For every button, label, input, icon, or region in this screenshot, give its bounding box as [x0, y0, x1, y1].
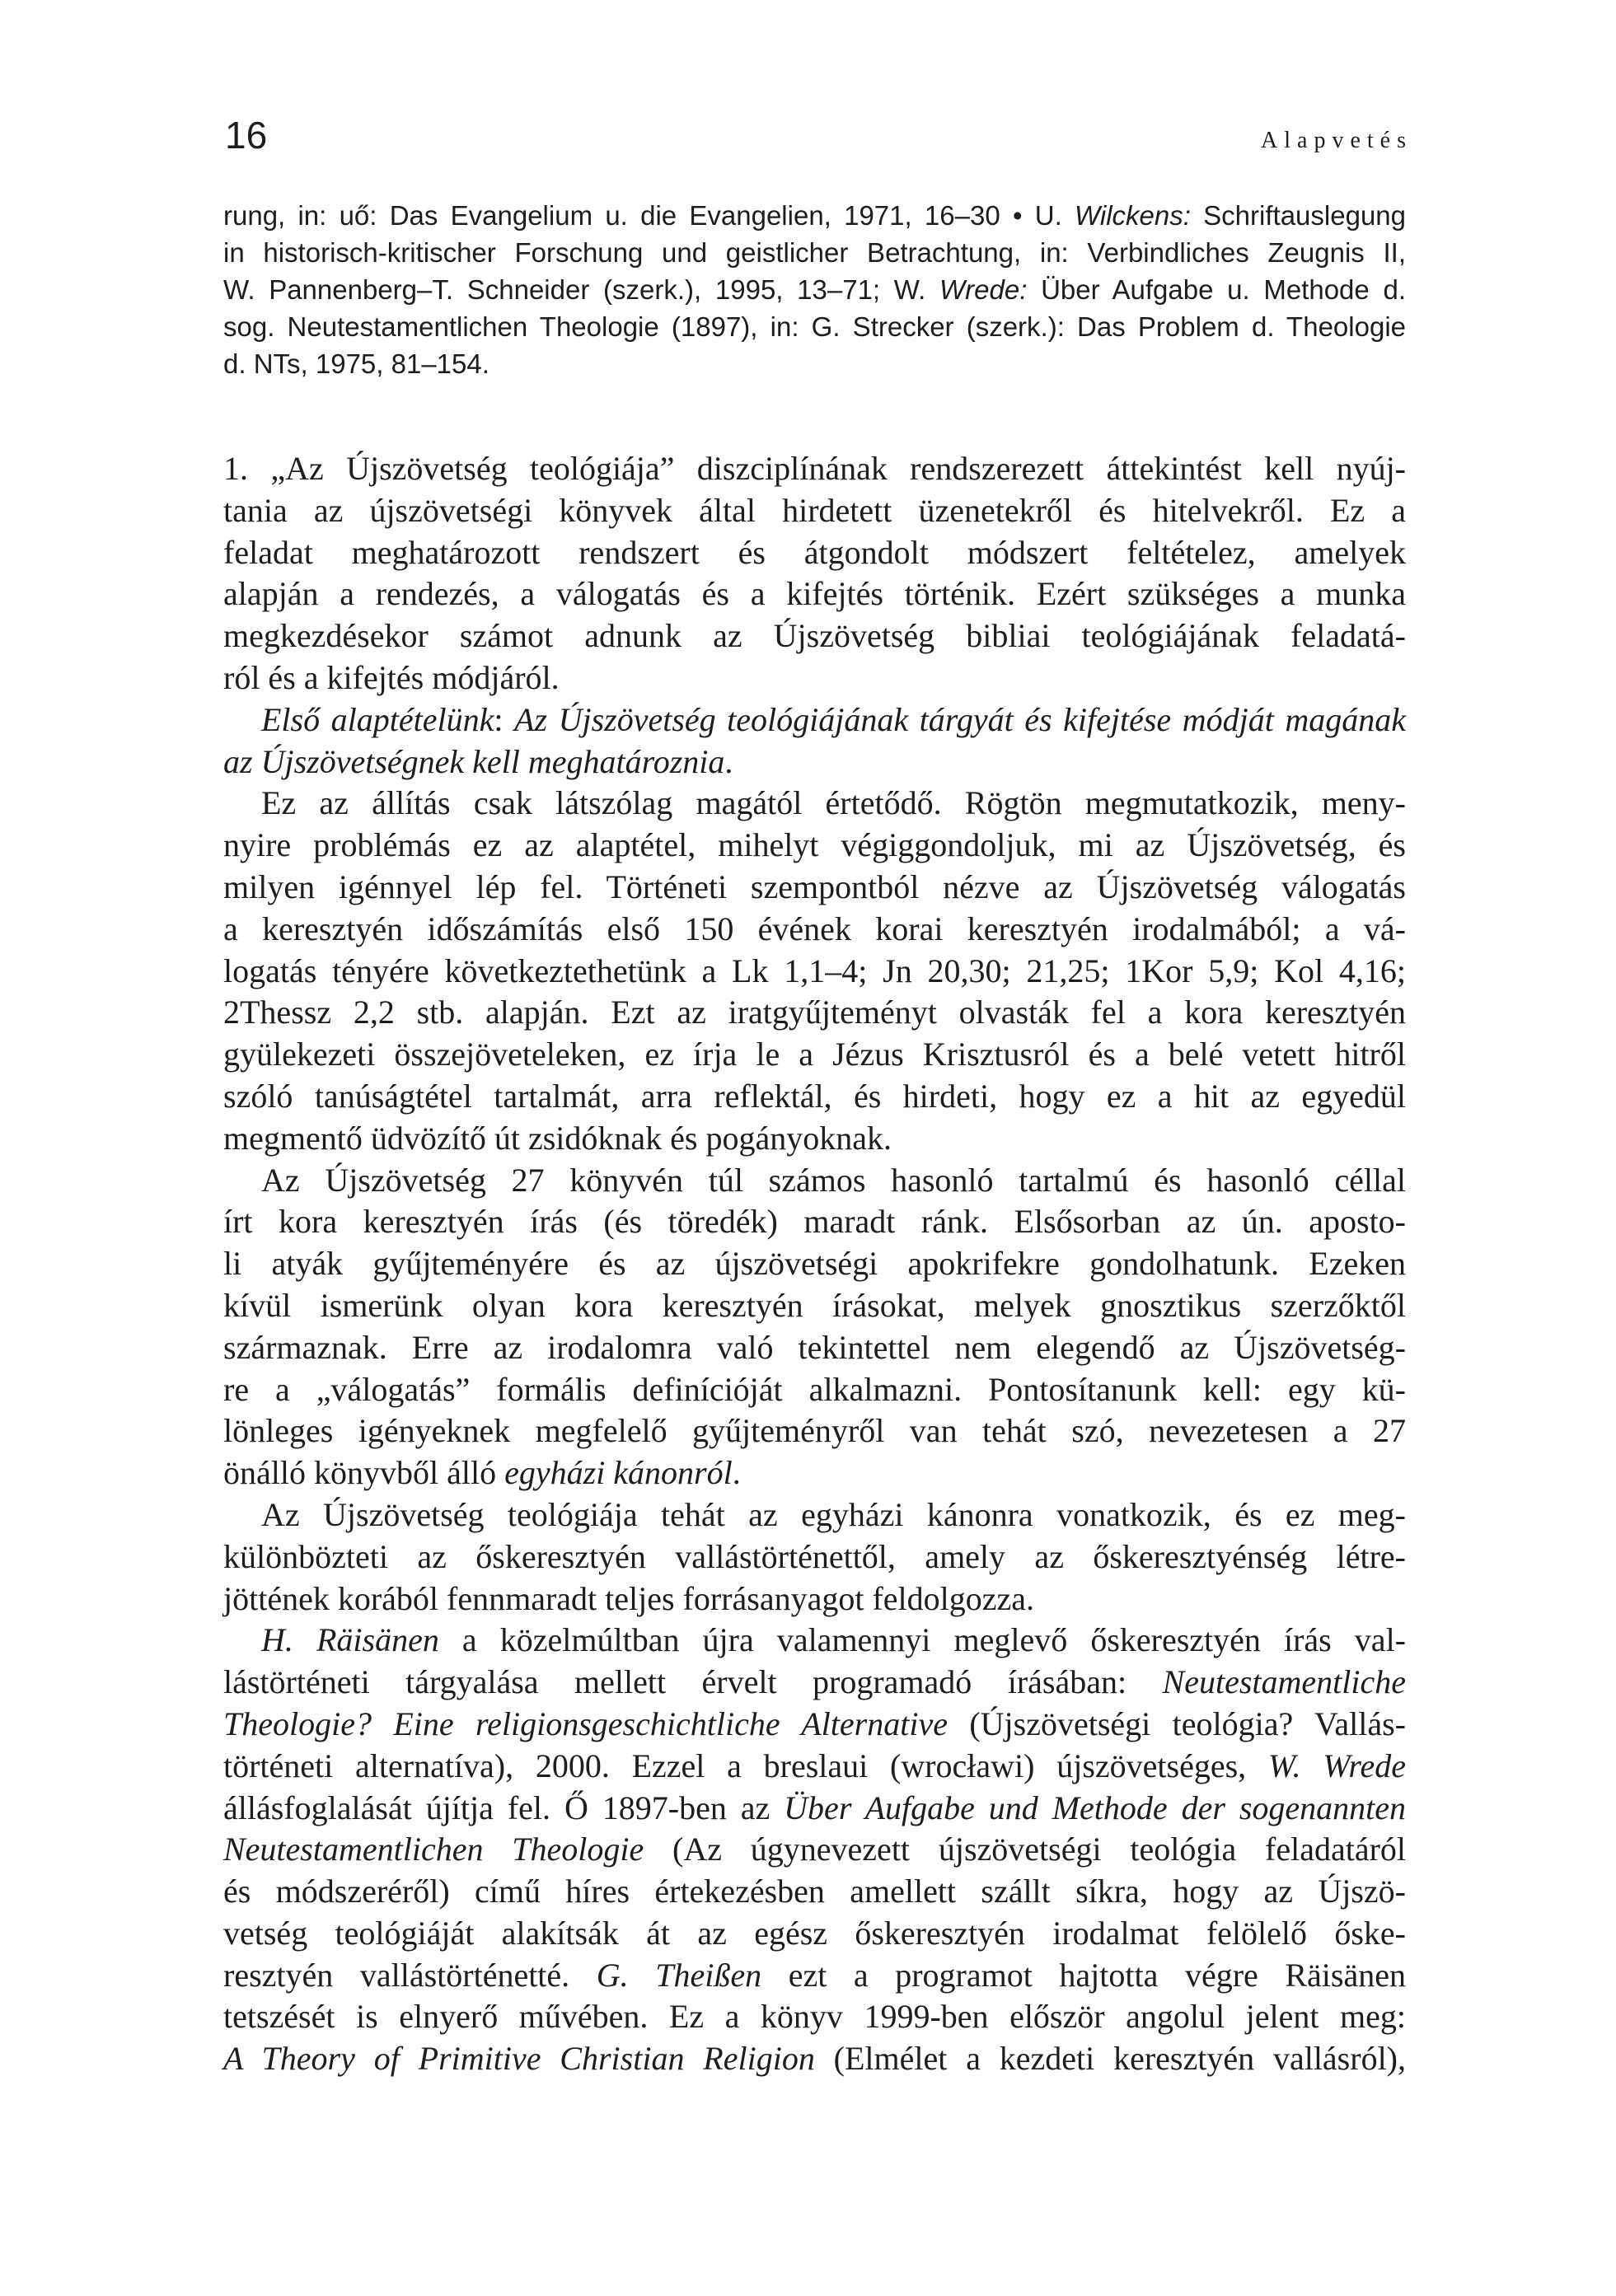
bibliography-block [223, 197, 1406, 382]
text-line [223, 573, 1406, 615]
text-line [223, 532, 1406, 574]
text-run: megmentő üdvözítő út zsidóknak és pogányoknak. [223, 1119, 892, 1157]
text-run: 1. „Az Újszövetség teológiája” diszciplínának rendszerezett áttekintést kell nyúj- [223, 450, 1406, 487]
text-line [223, 867, 1406, 909]
text-run: (Elmélet a kezdeti keresztyén vallásról), [814, 2040, 1407, 2078]
text-line [223, 1913, 1406, 1955]
text-line [223, 1452, 1406, 1494]
text-run: Schriftauslegung [1190, 200, 1406, 231]
bibliography-line [223, 345, 1406, 382]
italic-run: Az Újszövetség teológiájának tárgyát és kifejtése módját magának [514, 700, 1406, 738]
text-line [223, 1996, 1406, 2038]
text-line [223, 1788, 1406, 1830]
italic-run: Wilckens: [1075, 200, 1191, 231]
text-run: alapján a rendezés, a válogatás és a kifejtés történik. Ezért szükséges a munka [223, 575, 1406, 613]
text-line [223, 1410, 1406, 1452]
text-run: írt kora keresztyén írás (és töredék) maradt ránk. Elsősorban az ún. aposto- [223, 1203, 1406, 1241]
text-run: a keresztyén időszámítás első 150 évének korai keresztyén irodalmából; a vá- [223, 910, 1406, 947]
text-line [223, 992, 1406, 1034]
text-run: tetszését is elnyerő művében. Ez a könyv 1999-ben először angolul jelent meg: [223, 1998, 1406, 2036]
text-line [223, 1160, 1406, 1202]
text-line [223, 1118, 1406, 1160]
text-run: ról és a kifejtés módjáról. [223, 658, 560, 696]
text-run: gyülekezeti összejöveteleken, ez írja le a Jézus Krisztusról és a belé vetett hitről [223, 1036, 1406, 1073]
text-run: sog. Neutestamentlichen Theologie (1897), in: G. Strecker (szerk.): Das Problem d. Theologie [223, 311, 1406, 342]
text-line [223, 741, 1406, 783]
text-line [223, 1829, 1406, 1871]
text-run: re a „válogatás” formális definícióját alkalmazni. Pontosítanunk kell: egy kü- [223, 1370, 1406, 1408]
text-run: tania az újszövetségi könyvek által hirdetett üzenetekről és hitelvekről. Ez a [223, 491, 1406, 529]
text-run: állásfoglalását újítja fel. Ő 1897-ben az [223, 1789, 785, 1826]
bibliography-line [223, 271, 1406, 308]
italic-run: Wrede: [939, 274, 1028, 305]
text-line [223, 1704, 1406, 1746]
text-run: feladat meghatározott rendszert és átgondolt módszert feltételez, amelyek [223, 533, 1406, 571]
text-run: (Az úgynevezett újszövetségi teológia feladatáról [644, 1831, 1407, 1868]
text-run: d. NTs, 1975, 81–154. [223, 348, 489, 379]
text-run: jöttének korából fennmaradt teljes forrásanyagot feldolgozza. [223, 1579, 1035, 1617]
text-run: kívül ismerünk olyan kora keresztyén írásokat, melyek gnosztikus szerzőktől [223, 1286, 1406, 1324]
text-line [223, 615, 1406, 657]
paragraph [223, 1160, 1406, 1494]
text-run: Ez az állítás csak látszólag magától értetődő. Rögtön megmutatkozik, meny- [261, 784, 1406, 822]
text-line [223, 1494, 1406, 1536]
text-run: Az Újszövetség teológiája tehát az egyházi kánonra vonatkozik, és ez meg- [261, 1495, 1406, 1533]
text-line [223, 657, 1406, 699]
italic-run: A Theory of Primitive Christian Religion [223, 2040, 815, 2078]
text-run: li atyák gyűjteményére és az újszövetségi apokrifekre gondolhatunk. Ezeken [223, 1245, 1406, 1283]
text-run: származnak. Erre az irodalomra való tekintettel nem elegendő az Újszövetség- [223, 1328, 1406, 1366]
text-run: in historisch-kritischer Forschung und geistlicher Betrachtung, in: Verbindliches Zeugnis II, [223, 237, 1406, 268]
text-run: : [494, 700, 515, 738]
text-line [223, 1076, 1406, 1118]
text-line [223, 1871, 1406, 1913]
text-line [223, 1955, 1406, 1997]
text-run: Über Aufgabe u. Methode d. [1027, 274, 1406, 305]
text-line [223, 783, 1406, 825]
italic-run: Theologie? Eine religionsgeschichtliche Alternative [223, 1704, 948, 1742]
text-line [223, 1662, 1406, 1704]
text-run: önálló könyvből álló [223, 1454, 505, 1492]
text-run: és módszeréről) című híres értekezésben amellett szállt síkra, hogy az Újszö- [223, 1873, 1406, 1910]
text-line [223, 1536, 1406, 1578]
italic-run: Über Aufgabe und Methode der sogenannten [784, 1789, 1407, 1826]
paragraph [223, 699, 1406, 783]
bibliography-line [223, 197, 1406, 234]
text-run: történeti alternatíva), 2000. Ezzel a breslaui (wrocławi) újszövetséges, [223, 1747, 1268, 1784]
text-run: ezt a programot hajtotta végre Räisänen [761, 1956, 1406, 1994]
text-line [223, 951, 1406, 993]
text-run: . [732, 1454, 741, 1492]
italic-run: H. Räisänen [261, 1621, 439, 1659]
paragraph [223, 1494, 1406, 1620]
text-line [223, 1201, 1406, 1243]
text-run: lönleges igényeknek megfelelő gyűjteményről van tehát szó, nevezetesen a 27 [223, 1412, 1406, 1450]
text-run: nyire problémás ez az alaptétel, mihelyt végiggondoljuk, mi az Újszövetség, és [223, 826, 1406, 864]
text-run: resztyén vallástörténetté. [223, 1956, 597, 1994]
text-run: rung, in: uő: Das Evangelium u. die Evangelien, 1971, 16–30 • U. [223, 200, 1075, 231]
text-line [223, 448, 1406, 490]
text-line [223, 1620, 1406, 1662]
text-line [223, 2038, 1406, 2080]
text-run: vetség teológiáját alakítsák át az egész őskeresztyén irodalmat felölelő őske- [223, 1914, 1406, 1952]
text-line [223, 490, 1406, 532]
italic-run: Neutestamentliche [1162, 1663, 1406, 1701]
running-head: Alapvetés [1261, 128, 1412, 153]
text-run: különbözteti az őskeresztyén vallástörténettől, amely az őskeresztyénség létre- [223, 1537, 1406, 1575]
text-run: milyen igénnyel lép fel. Történeti szempontból nézve az Újszövetség válogatás [223, 867, 1406, 905]
italic-run: Neutestamentlichen Theologie [223, 1831, 644, 1868]
text-run: 2Thessz 2,2 stb. alapján. Ezt az iratgyűjteményt olvasták fel a kora keresztyén [223, 994, 1406, 1031]
text-run: . [724, 742, 733, 780]
italic-run: W. Wrede [1267, 1747, 1406, 1784]
text-run: W. Pannenberg–T. Schneider (szerk.), 1995, 13–71; W. [223, 274, 939, 305]
text-line [223, 1243, 1406, 1285]
text-line [223, 1327, 1406, 1369]
text-line [223, 1369, 1406, 1411]
text-run: logatás tényére következtethetünk a Lk 1,1–4; Jn 20,30; 21,25; 1Kor 5,9; Kol 4,16; [223, 952, 1406, 989]
text-run: (Újszövetségi teológia? Vallás- [947, 1704, 1406, 1742]
text-line [223, 699, 1406, 741]
italic-run: G. Theißen [596, 1956, 762, 1994]
paragraph [223, 783, 1406, 1159]
paragraph [223, 1620, 1406, 2080]
italic-run: egyházi kánonról [504, 1454, 733, 1492]
italic-run: az Újszövetségnek kell meghatároznia [223, 742, 725, 780]
paragraph [223, 448, 1406, 699]
text-run: a közelmúltban újra valamennyi meglevő őskeresztyén írás val- [438, 1621, 1406, 1659]
text-line [223, 1578, 1406, 1620]
main-text [223, 448, 1406, 2080]
text-line [223, 909, 1406, 951]
text-line [223, 825, 1406, 867]
page-number: 16 [225, 114, 268, 157]
text-run: szóló tanúságtétel tartalmát, arra reflektál, és hirdeti, hogy ez a hit az egyedül [223, 1077, 1406, 1115]
bibliography-line [223, 234, 1406, 271]
text-run: Az Újszövetség 27 könyvén túl számos hasonló tartalmú és hasonló céllal [261, 1161, 1406, 1199]
text-line [223, 1034, 1406, 1076]
text-run: megkezdésekor számot adnunk az Újszövetség bibliai teológiájának feladatá- [223, 617, 1406, 655]
text-line [223, 1746, 1406, 1788]
bibliography-line [223, 308, 1406, 345]
text-line [223, 1285, 1406, 1327]
italic-run: Első alaptételünk [261, 700, 494, 738]
text-run: lástörténeti tárgyalása mellett érvelt programadó írásában: [223, 1663, 1163, 1701]
